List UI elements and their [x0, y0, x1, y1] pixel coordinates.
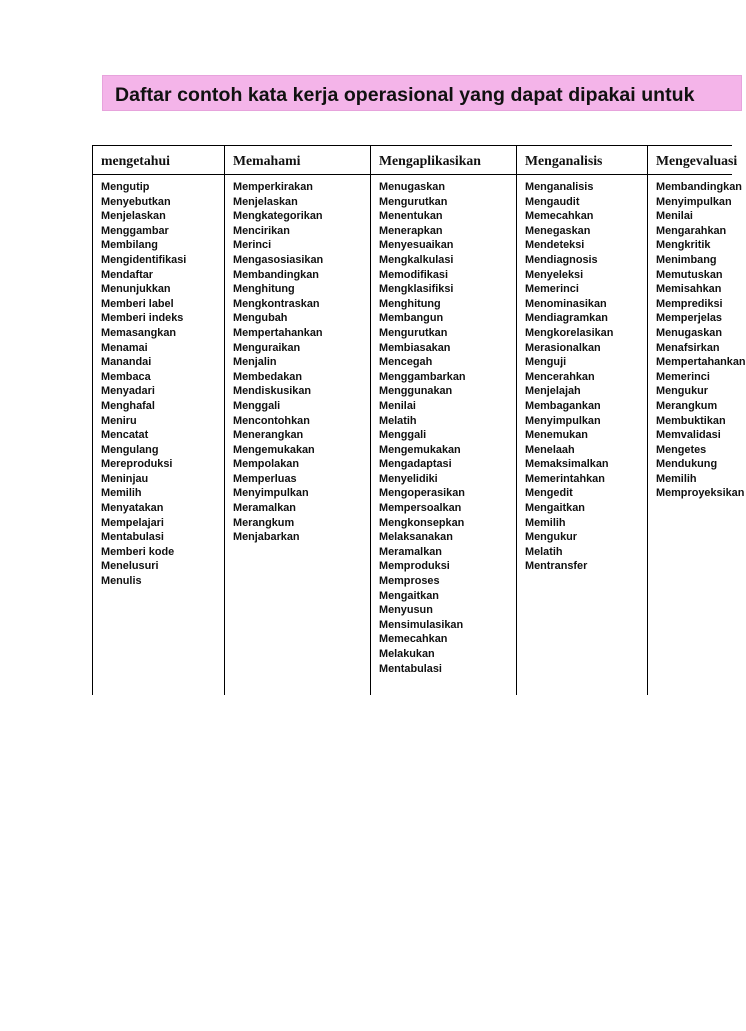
verb-item: Mengkalkulasi [379, 253, 454, 266]
column-divider [370, 145, 371, 695]
verb-list-mengevaluasi [656, 180, 746, 501]
column-divider [224, 145, 225, 695]
verb-item: Memberi indeks [101, 312, 184, 325]
column-header-memahami: Memahami [233, 153, 301, 168]
verb-item: Melakukan [379, 648, 435, 660]
verb-item: Mempertahankan [656, 356, 746, 369]
verb-list-memahami [233, 180, 323, 545]
verb-item: Menominasikan [525, 297, 607, 310]
verb-item: Mendiagramkan [525, 312, 608, 325]
verb-item: Menerapkan [379, 224, 443, 237]
verb-item: Menggali [233, 399, 281, 412]
column-divider [647, 145, 648, 695]
verb-item: Memutuskan [656, 268, 723, 281]
verb-item: Mentabulasi [101, 531, 164, 544]
verb-item: Memecahkan [379, 633, 448, 646]
verb-item: Menghitung [233, 283, 295, 296]
verb-item: Memilih [101, 487, 142, 500]
verb-item: Mendukung [656, 458, 718, 471]
verb-item: Menyadari [101, 385, 155, 398]
verb-item: Menyatakan [101, 502, 164, 515]
verb-item: Memvalidasi [656, 429, 721, 442]
verb-item: Membandingkan [656, 181, 742, 193]
verb-item: Memerintahkan [525, 472, 605, 485]
verb-item: Mengadaptasi [379, 458, 452, 471]
verb-item: Memerinci [525, 283, 579, 296]
verb-item: Memodifikasi [379, 268, 448, 281]
verb-item: Mengklasifiksi [379, 283, 454, 296]
verb-item: Menegaskan [525, 224, 591, 237]
verb-item: Memperkirakan [233, 181, 313, 193]
verb-item: Menimbang [656, 253, 717, 266]
verb-item: Menilai [379, 399, 416, 412]
verb-item: Menyeleksi [525, 268, 584, 281]
verb-item: Menulis [101, 575, 142, 588]
verb-item: Memproses [379, 575, 440, 588]
verb-item: Menjelaskan [233, 195, 298, 208]
verb-item: Menamai [101, 341, 148, 354]
verb-item: Meramalkan [379, 545, 442, 558]
verb-item: Merangkum [233, 516, 295, 529]
verb-item: Menemukan [525, 429, 588, 442]
verb-item: Menilai [656, 210, 693, 223]
verb-item: Memasangkan [101, 326, 177, 339]
verb-item: Mencegah [379, 356, 433, 369]
verb-item: Membandingkan [233, 268, 319, 281]
verb-item: Memilih [656, 472, 697, 485]
verb-item: Meramalkan [233, 502, 296, 515]
verb-item: Memilih [525, 516, 566, 529]
verb-item: Mensimulasikan [379, 618, 464, 631]
verb-item: Membagankan [525, 399, 601, 412]
verb-item: Memisahkan [656, 283, 722, 296]
verb-item: Mengutip [101, 181, 150, 193]
verb-item: Meninjau [101, 472, 149, 485]
verb-item: Menghitung [379, 297, 441, 310]
verb-item: Membedakan [233, 370, 302, 383]
verb-item: Membiasakan [379, 341, 451, 354]
column-divider [516, 145, 517, 695]
verb-item: Mengkritik [656, 239, 711, 252]
column-header-mengevaluasi: Mengevaluasi [656, 153, 738, 168]
verb-item: Menggali [379, 429, 427, 442]
verb-item: Mengkonsepkan [379, 516, 465, 529]
verb-item: Mempolakan [233, 458, 299, 471]
verb-item: Membaca [101, 370, 151, 383]
verb-item: Mengurutkan [379, 195, 448, 208]
verb-item: Menyelidiki [379, 472, 438, 485]
verb-item: Menentukan [379, 210, 443, 223]
verb-item: Mengasosiasikan [233, 253, 324, 266]
verb-item: Mentabulasi [379, 662, 442, 675]
verb-item: Mengkorelasikan [525, 326, 614, 339]
verb-item: Mempersoalkan [379, 502, 462, 515]
verb-item: Menyusun [379, 604, 433, 617]
verb-item: Melaksanakan [379, 531, 453, 544]
verb-item: Menelusuri [101, 560, 159, 573]
verb-item: Mengarahkan [656, 224, 727, 237]
verb-item: Menjabarkan [233, 531, 300, 544]
verb-item: Mengulang [101, 443, 159, 456]
column-header-menganalisis: Menganalisis [525, 153, 603, 168]
verb-item: Menggunakan [379, 385, 453, 398]
verb-item: Menggambarkan [379, 370, 466, 383]
verb-item: Menguraikan [233, 341, 301, 354]
verb-item: Mencontohkan [233, 414, 310, 427]
verb-item: Mengubah [233, 312, 288, 325]
verb-item: Menunjukkan [101, 283, 171, 296]
verb-item: Mengemukakan [233, 443, 315, 456]
verb-item: Mengetes [656, 443, 707, 456]
verb-item: Mengaitkan [525, 502, 585, 515]
verb-item: Memperluas [233, 472, 297, 485]
verb-item: Menjalin [233, 356, 277, 369]
verb-item: Mengidentifikasi [101, 253, 187, 266]
verb-item: Mengaudit [525, 195, 580, 208]
verb-item: Menganalisis [525, 181, 594, 193]
verb-item: Melatih [379, 414, 417, 427]
verb-item: Mengemukakan [379, 443, 461, 456]
verb-item: Memproyeksikan [656, 487, 745, 500]
verb-item: Mencatat [101, 429, 149, 442]
verb-item: Menjelaskan [101, 210, 166, 223]
verb-item: Menjelajah [525, 385, 581, 398]
verb-item: Merasionalkan [525, 341, 601, 354]
verb-item: Mengkontraskan [233, 297, 320, 310]
verb-item: Menafsirkan [656, 341, 720, 354]
column-header-mengaplikasikan: Mengaplikasikan [379, 153, 481, 168]
verb-item: Mengurutkan [379, 326, 448, 339]
verb-item: Mengaitkan [379, 589, 439, 602]
verb-item: Meniru [101, 414, 137, 427]
verb-item: Mendiagnosis [525, 253, 598, 266]
verb-item: Menyebutkan [101, 195, 171, 208]
table-left-border [92, 145, 93, 695]
verb-item: Mendeteksi [525, 239, 585, 252]
verb-item: Memprediksi [656, 297, 723, 310]
verb-item: Manandai [101, 356, 152, 369]
verb-item: Menyesuaikan [379, 239, 454, 252]
verb-item: Menguji [525, 356, 567, 369]
verb-item: Mempelajari [101, 516, 164, 529]
verb-item: Mentransfer [525, 560, 588, 573]
verb-item: Mendaftar [101, 268, 154, 281]
verb-list-mengetahui [101, 180, 186, 589]
verb-item: Menerangkan [233, 429, 304, 442]
verb-item: Membangun [379, 312, 444, 325]
verb-item: Mengukur [656, 385, 709, 398]
verb-item: Menyimpulkan [656, 195, 732, 208]
page-title: Daftar contoh kata kerja operasional yang dapat dipakai untuk [115, 84, 695, 106]
verb-item: Menggambar [101, 224, 169, 237]
verb-item: Mempertahankan [233, 326, 323, 339]
column-header-mengetahui: mengetahui [101, 153, 170, 168]
verb-item: Memberi kode [101, 545, 175, 558]
verb-item: Menyimpulkan [233, 487, 309, 500]
verb-list-menganalisis [525, 180, 613, 574]
table-top-border [92, 145, 732, 146]
verb-item: Menugaskan [379, 181, 445, 193]
verb-list-mengaplikasikan [379, 180, 466, 676]
verb-item: Mengoperasikan [379, 487, 465, 500]
verb-item: Menghafal [101, 399, 155, 412]
verb-item: Memaksimalkan [525, 458, 609, 471]
verb-item: Mereproduksi [101, 458, 173, 471]
verb-item: Mengkategorikan [233, 210, 323, 223]
verb-item: Merangkum [656, 399, 718, 412]
verb-item: Memperjelas [656, 312, 722, 325]
verb-item: Memerinci [656, 370, 710, 383]
verb-item: Memecahkan [525, 210, 594, 223]
verb-item: Mencirikan [233, 224, 290, 237]
verb-item: Mengedit [525, 487, 573, 500]
verb-item: Menelaah [525, 443, 575, 456]
verb-item: Menyimpulkan [525, 414, 601, 427]
verb-item: Melatih [525, 545, 563, 558]
verb-item: Memproduksi [379, 560, 450, 573]
verb-item: Mengukur [525, 531, 578, 544]
verb-item: Mencerahkan [525, 370, 595, 383]
verb-item: Membuktikan [656, 414, 726, 427]
verb-item: Membilang [101, 239, 158, 252]
verb-item: Merinci [233, 239, 272, 252]
verb-item: Mendiskusikan [233, 385, 312, 398]
header-divider [92, 174, 732, 175]
verb-item: Memberi label [101, 297, 174, 310]
verb-item: Menugaskan [656, 326, 722, 339]
